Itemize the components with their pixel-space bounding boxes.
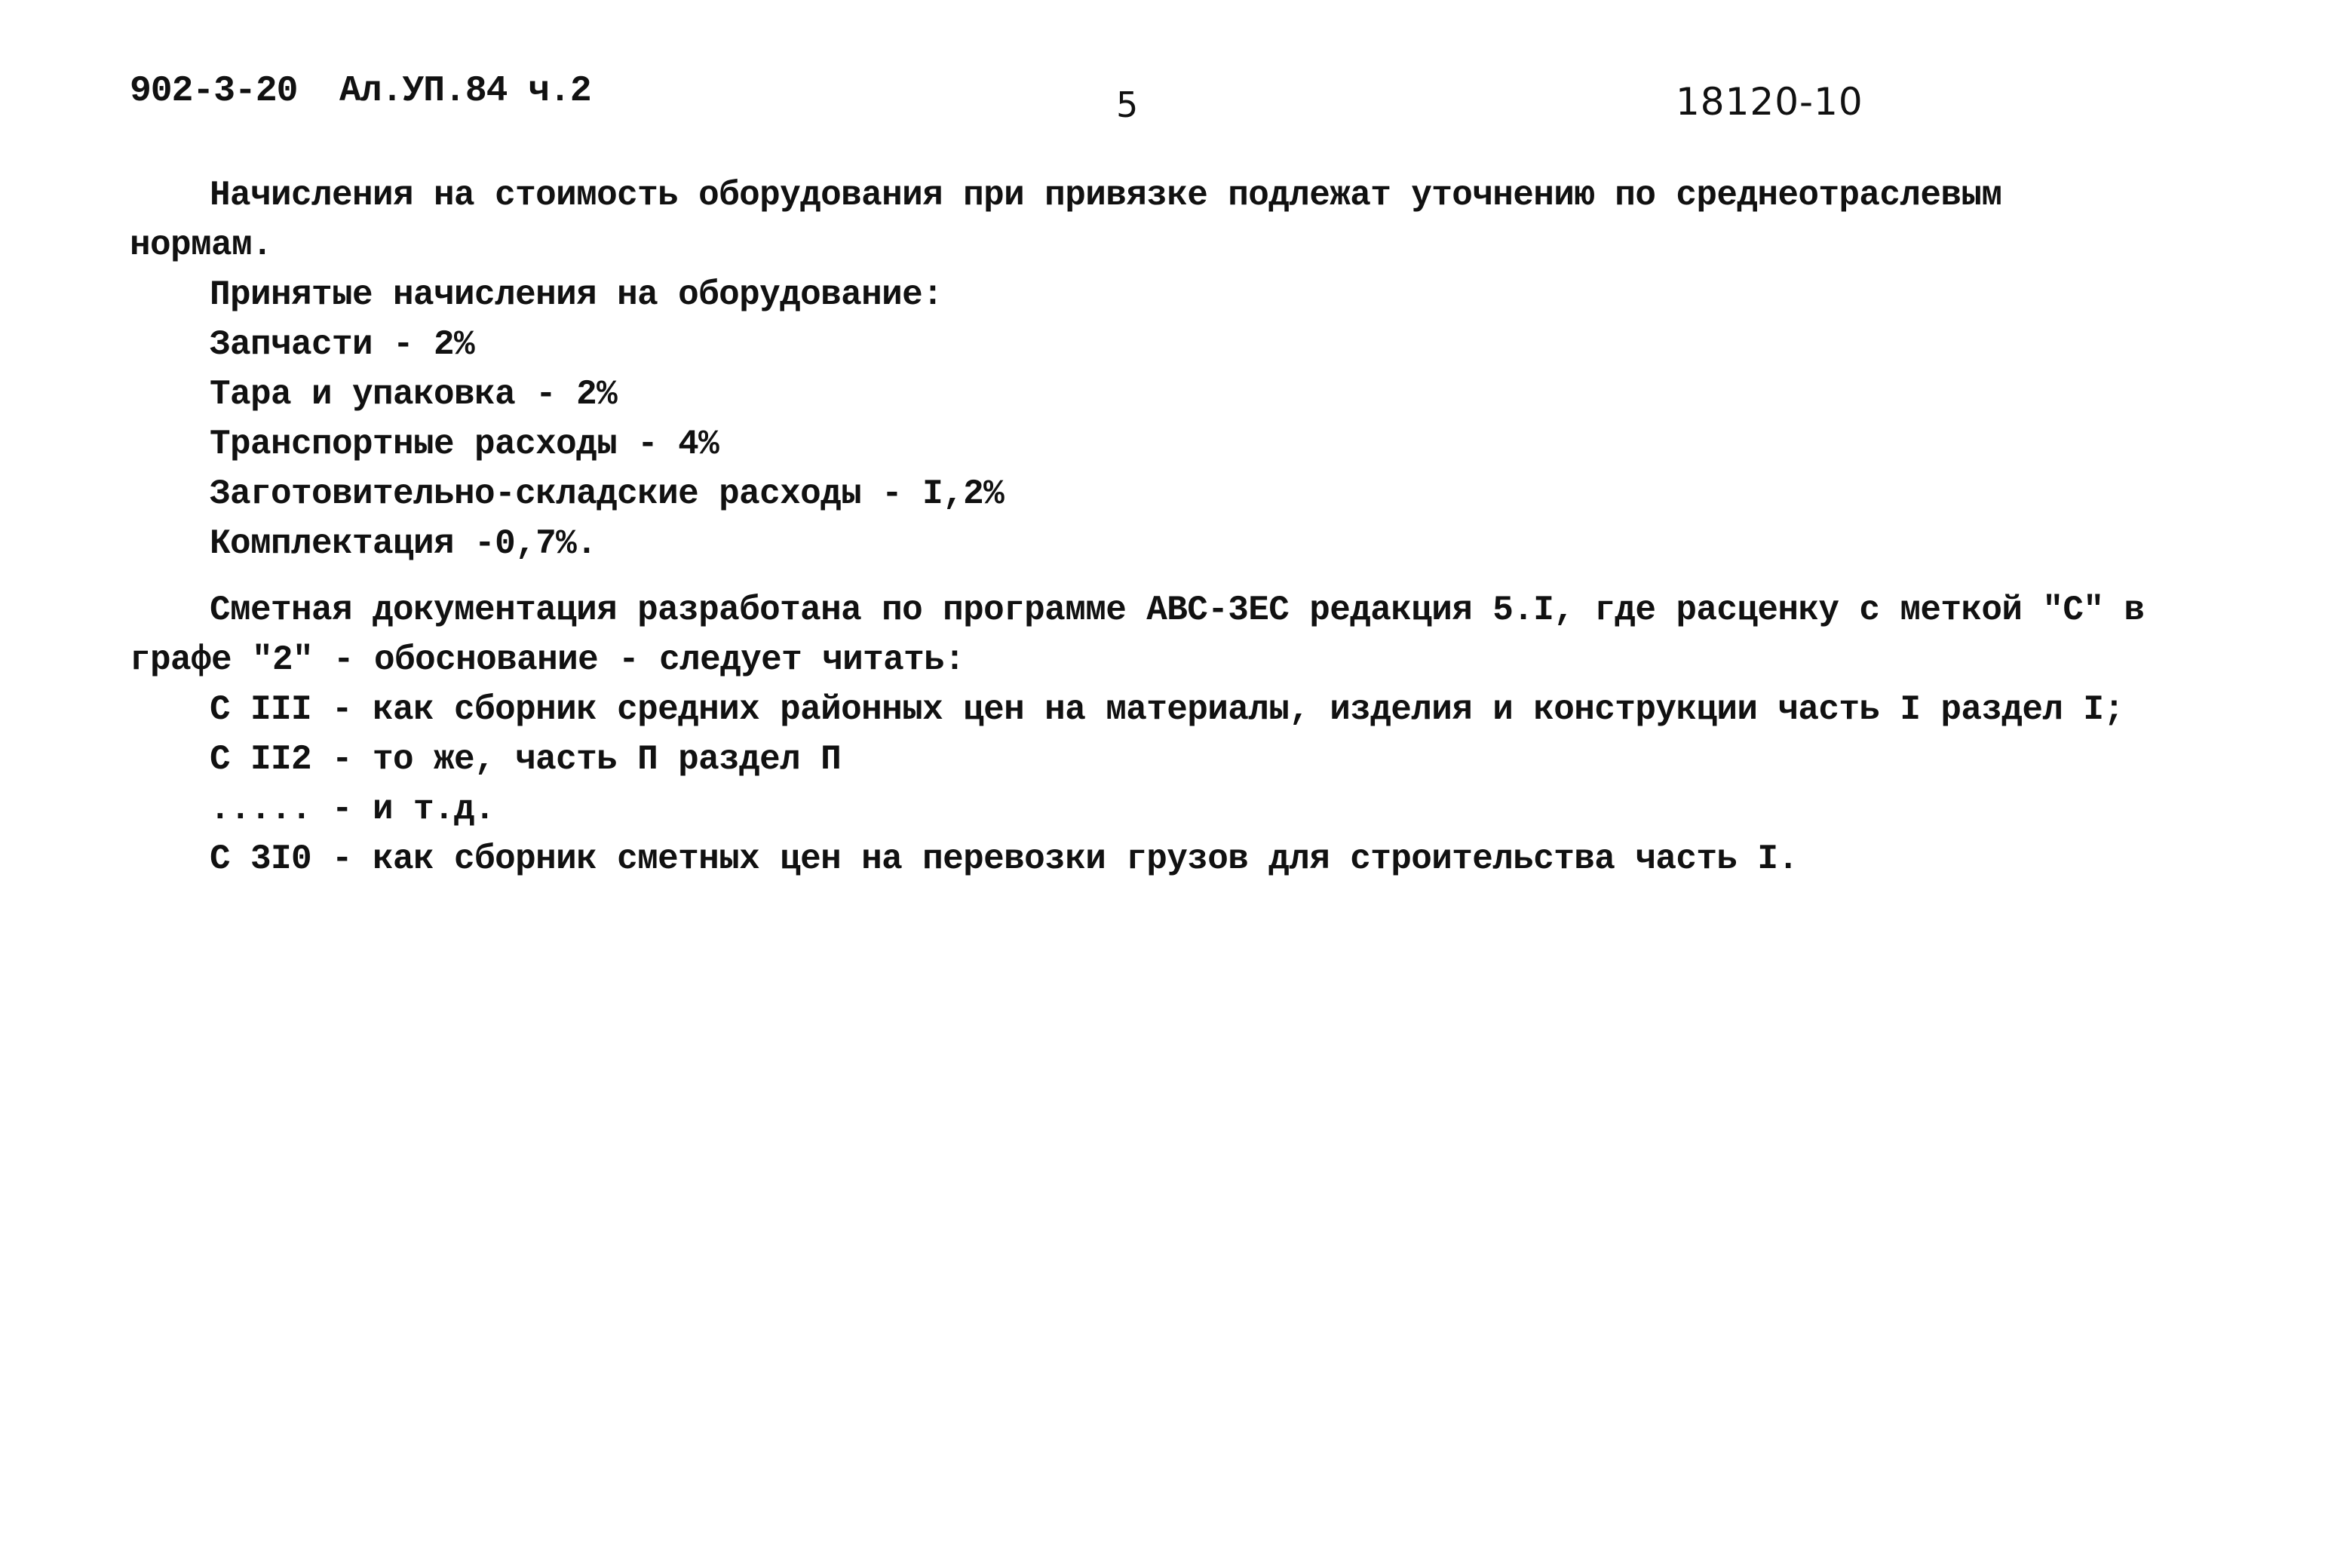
- charge-item-transport: Транспортные расходы - 4%: [210, 425, 719, 464]
- paragraph-estimate-software-line1: Сметная документация разработана по программе АВС-3ЕС редакция 5.I, где расценку с меткой "С" в: [210, 591, 2145, 630]
- code-item-c310: С 3I0 - как сборник сметных цен на перевозки грузов для строительства часть I.: [210, 839, 1799, 879]
- charge-item-warehouse: Заготовительно-складские расходы - I,2%: [210, 474, 1005, 514]
- paragraph-equipment-charges-line1: Начисления на стоимость оборудования при привязке подлежат уточнению по среднеотраслевым: [210, 176, 2002, 215]
- document-reference: 902-3-20 Ал.УП.84 ч.2: [130, 71, 591, 112]
- archive-code: 18120-10: [1676, 80, 1863, 124]
- code-item-c112: С II2 - то же, часть П раздел П: [210, 740, 842, 779]
- accepted-charges-heading: Принятые начисления на оборудование:: [210, 275, 943, 315]
- code-item-etc: ..... - и т.д.: [210, 790, 495, 829]
- page-number: 5: [1116, 84, 1138, 125]
- charge-item-packaging: Тара и упаковка - 2%: [210, 375, 618, 414]
- paragraph-equipment-charges-line2: нормам.: [130, 226, 273, 265]
- charge-item-completion: Комплектация -0,7%.: [210, 524, 597, 563]
- code-item-c111: С III - как сборник средних районных цен на материалы, изделия и конструкции часть I раздел I;: [210, 690, 2124, 729]
- paragraph-estimate-software-line2: графе "2" - обоснование - следует читать:: [130, 640, 965, 680]
- charge-item-spare-parts: Запчасти - 2%: [210, 325, 475, 364]
